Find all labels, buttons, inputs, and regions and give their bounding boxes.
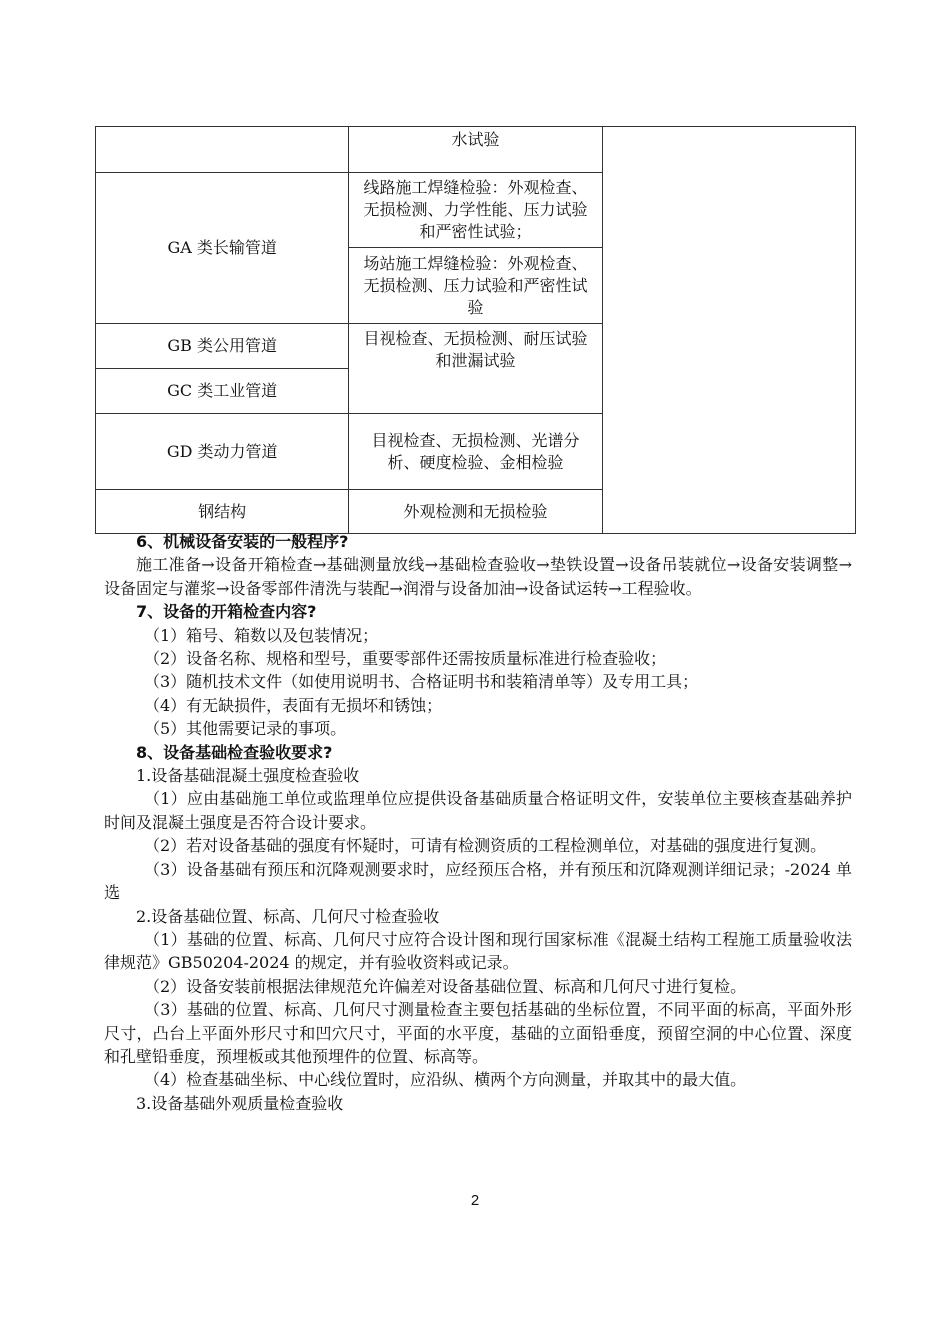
page-number: 2 (470, 1192, 480, 1209)
paragraph: 施工准备→设备开箱检查→基础测量放线→基础检查验收→垫铁设置→设备吊装就位→设备安装调整→设备固定与灌浆→设备零部件清洗与装配→润滑与设备加油→设备试运转→工程验收。 (104, 555, 852, 598)
section-heading: 6、机械设备安装的一般程序? (136, 532, 349, 551)
inspection-method-cell: 目视检查、无损检测、耐压试验和泄漏试验 (349, 324, 602, 414)
list-item: （3）设备基础有预压和沉降观测要求时，应经预压合格，并有预压和沉降观测详细记录；-2024 单选 (104, 859, 852, 903)
list-item: （4）检查基础坐标、中心线位置时，应沿纵、横两个方向测量，并取其中的最大值。 (144, 1070, 747, 1090)
pipe-type-cell: GC 类工业管道 (96, 369, 349, 414)
list-item: （2）设备安装前根据法律规范允许偏差对设备基础位置、标高和几何尺寸进行复检。 (144, 976, 747, 996)
pipe-type-cell: 钢结构 (96, 490, 349, 534)
remarks-cell (602, 127, 855, 534)
inspection-method-cell: 外观检测和无损检验 (349, 490, 602, 534)
pipe-type-cell: GA 类长输管道 (96, 173, 349, 324)
pipe-type-cell (96, 127, 349, 173)
section-heading: 7、设备的开箱检查内容? (136, 602, 317, 622)
section-heading: 8、设备基础检查验收要求? (136, 742, 333, 762)
list-item: （1）应由基础施工单位或监理单位应提供设备基础质量合格证明文件，安装单位主要核查基础养护时间及混凝土强度是否符合设计要求。 (104, 789, 852, 832)
pipe-type-cell: GB 类公用管道 (96, 324, 349, 369)
list-item: （2）若对设备基础的强度有怀疑时，可请有检测资质的工程检测单位，对基础的强度进行复测。 (144, 836, 827, 856)
list-item: （2）设备名称、规格和型号，重要零部件还需按质量标准进行检查验收； (144, 649, 667, 669)
inspection-method-cell: 场站施工焊缝检验：外观检查、无损检测、压力试验和严密性试验 (349, 248, 602, 324)
subsection-title: 2.设备基础位置、标高、几何尺寸检查验收 (136, 906, 440, 926)
inspection-method-cell: 线路施工焊缝检验：外观检查、无损检测、力学性能、压力试验和严密性试验； (349, 173, 602, 248)
list-item: （1）箱号、箱数以及包装情况； (144, 625, 379, 645)
inspection-method-cell: 目视检查、无损检测、光谱分析、硬度检验、金相检验 (349, 414, 602, 490)
table-row (96, 127, 856, 173)
list-item: （5）其他需要记录的事项。 (144, 719, 347, 739)
list-item: （3）随机技术文件（如使用说明书、合格证明书和装箱清单等）及专用工具； (144, 672, 699, 692)
subsection-title: 1.设备基础混凝土强度检查验收 (136, 766, 360, 786)
list-item: （1）基础的位置、标高、几何尺寸应符合设计图和现行国家标准《混凝土结构工程施工质量验收法律规范》GB50204-2024 的规定，并有验收资料或记录。 (104, 929, 852, 973)
inspection-method-cell: 水试验 (349, 127, 602, 173)
pipe-type-cell: GD 类动力管道 (96, 414, 349, 490)
inspection-table (95, 126, 856, 534)
document-body (104, 530, 852, 1115)
list-item: （3）基础的位置、标高、几何尺寸测量检查主要包括基础的坐标位置，不同平面的标高，平面外形尺寸，凸台上平面外形尺寸和凹穴尺寸，平面的水平度，基础的立面铅垂度，预留空洞的中心位置、深度和孔壁铅垂度，预埋板或其他预埋件的位置、标高等。 (104, 1000, 852, 1066)
subsection-title: 3.设备基础外观质量检查验收 (136, 1093, 344, 1113)
list-item: （4）有无缺损件，表面有无损坏和锈蚀； (144, 695, 443, 715)
